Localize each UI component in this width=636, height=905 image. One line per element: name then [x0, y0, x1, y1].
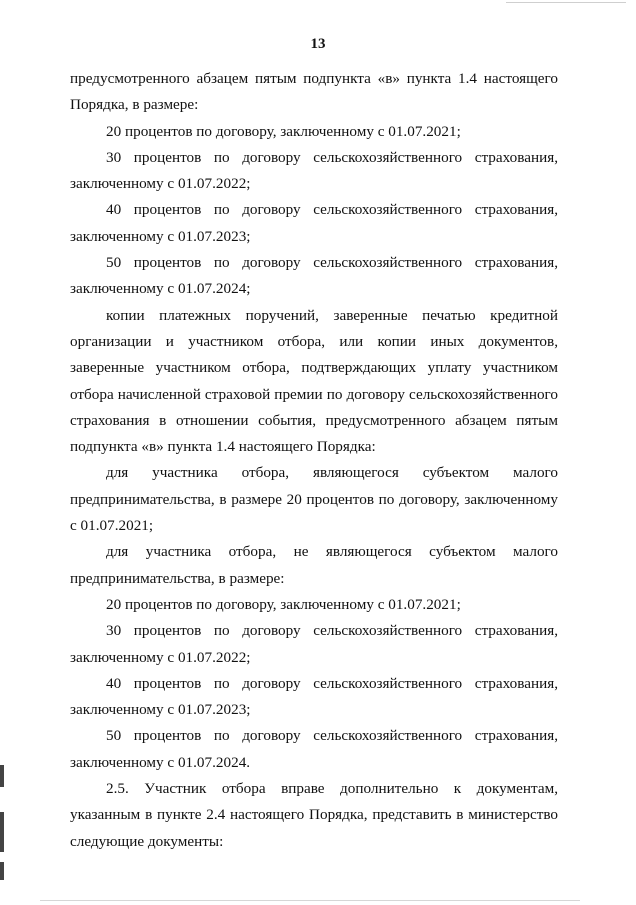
paragraph: 30 процентов по договору сельскохозяйственного страхования, заключенному с 01.07.2022;: [70, 148, 558, 193]
paragraph: 50 процентов по договору сельскохозяйственного страхования, заключенному с 01.07.2024;: [70, 254, 558, 298]
paragraph: для участника отбора, являющегося субъектом малого предпринимательства, в размере 20 процентов по договору, заключенному с 01.07.2021;: [70, 464, 558, 535]
paragraph: 40 процентов по договору сельскохозяйственного страхования, заключенному с 01.07.2023;: [70, 674, 558, 719]
paragraph: 20 процентов по договору, заключенному с 01.07.2021;: [106, 595, 461, 613]
scan-edge-mark: [0, 812, 4, 852]
paragraph: 50 процентов по договору сельскохозяйственного страхования, заключенному с 01.07.2024.: [70, 727, 558, 771]
page-number: 13: [310, 36, 326, 52]
document-body: [70, 66, 558, 855]
scan-edge-mark: [506, 2, 626, 3]
paragraph: 40 процентов по договору сельскохозяйственного страхования, заключенному с 01.07.2023;: [70, 201, 558, 245]
scan-edge-mark: [0, 862, 4, 880]
paragraph: копии платежных поручений, заверенные печатью кредитной организации и участником отбора, или копии иных документов, заверенные участником отбора, подтверждающих уплату участником отбора начисленной страховой премии по договору сельскохозяйственного страхования в отношении события, предусмотренного абзацем пятым подпункта «в» пункта 1.4 настоящего Порядка:: [70, 306, 558, 456]
paragraph: 30 процентов по договору сельскохозяйственного страхования, заключенному с 01.07.2022;: [70, 622, 558, 666]
scan-edge-mark: [40, 900, 580, 901]
paragraph: предусмотренного абзацем пятым подпункта «в» пункта 1.4 настоящего Порядка, в размере:: [70, 70, 558, 114]
paragraph: 2.5. Участник отбора вправе дополнительно к документам, указанным в пункте 2.4 настоящего Порядка, представить в министерство следующие документы:: [70, 780, 558, 850]
paragraph: 20 процентов по договору, заключенному с 01.07.2021;: [106, 122, 461, 140]
paragraph: для участника отбора, не являющегося субъектом малого предпринимательства, в размере:: [70, 543, 558, 587]
scan-edge-mark: [0, 765, 4, 787]
